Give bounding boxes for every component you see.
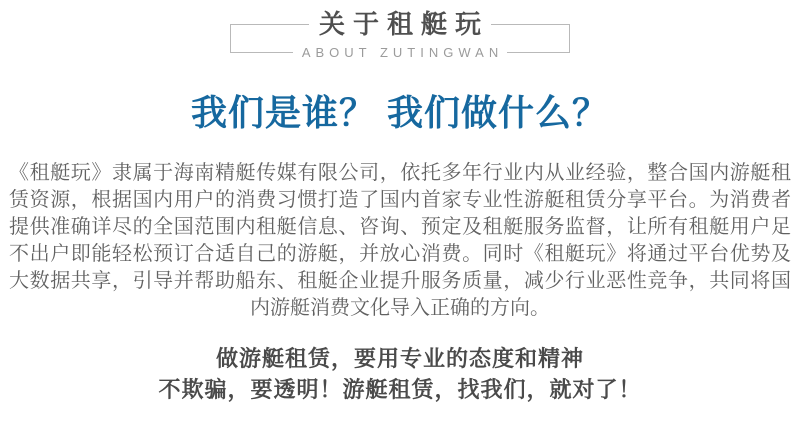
paragraph-line: 不出户即能轻松预订合适自己的游艇，并放心消费。同时《租艇玩》将通过平台优势及 [9, 243, 791, 265]
header-bracket-left [230, 24, 231, 53]
slogan-line-2: 不欺骗，要透明！游艇租赁，找我们，就对了！ [158, 377, 642, 402]
header-line-bottom-left [230, 52, 293, 53]
section-title: 关于租艇玩 [319, 9, 490, 39]
slogan-line-1: 做游艇租赁，要用专业的态度和精神 [215, 346, 584, 371]
section-header [230, 9, 570, 61]
header-title-row [230, 9, 570, 39]
slogan [0, 343, 800, 405]
paragraph-line-last: 内游艇消费文化导入正确的方向。 [250, 297, 550, 319]
header-subtitle-row [230, 44, 570, 61]
section-subtitle: ABOUT ZUTINGWAN [301, 45, 504, 60]
header-line-top-right [491, 24, 570, 25]
header-bracket-right [569, 24, 570, 53]
about-paragraph [9, 160, 791, 322]
paragraph-line: 赁资源，根据国内用户的消费习惯打造了国内首家专业性游艇租赁分享平台。为消费者 [9, 189, 791, 211]
header-line-bottom-right [507, 52, 570, 53]
header-line-top-left [230, 24, 309, 25]
about-heading: 我们是谁？ 我们做什么？ [190, 92, 609, 133]
paragraph-line: 《租艇玩》隶属于海南精艇传媒有限公司，依托多年行业内从业经验，整合国内游艇租 [9, 162, 791, 184]
paragraph-line: 大数据共享，引导并帮助船东、租艇企业提升服务质量，减少行业恶性竞争，共同将国 [9, 270, 791, 292]
paragraph-line: 提供准确详尽的全国范围内租艇信息、咨询、预定及租艇服务监督，让所有租艇用户足 [9, 216, 791, 238]
